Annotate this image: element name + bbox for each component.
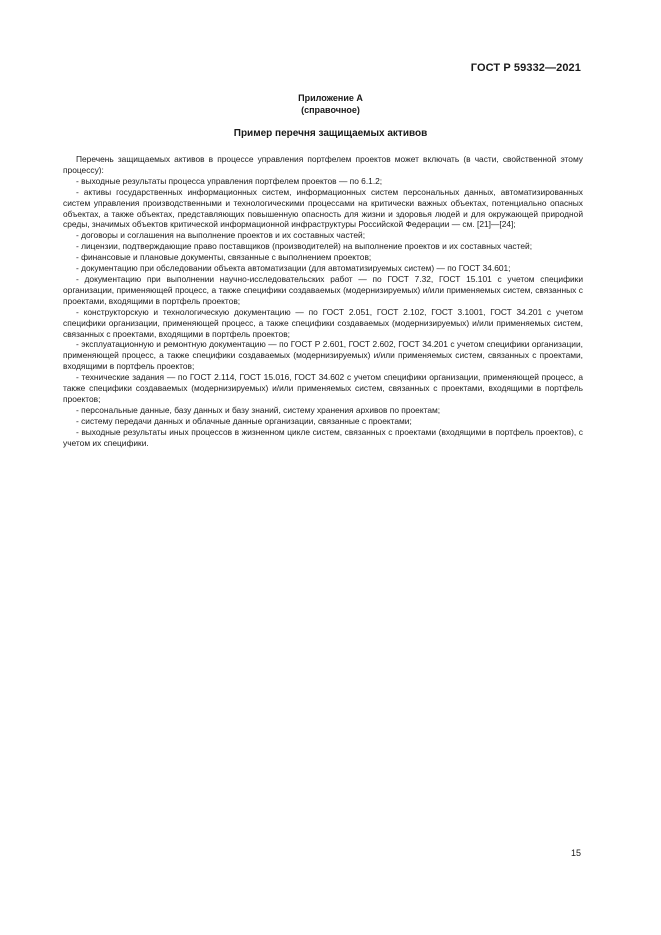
list-item: - технические задания — по ГОСТ 2.114, ГОСТ 15.016, ГОСТ 34.602 с учетом специфики организации, применяющей процесс, а также специфики создаваемых (модернизируемых) и/или применяемых систем, связанных с проектами, входящими в портфель проектов; — [63, 372, 583, 404]
list-item: - документацию при выполнении научно-исследовательских работ — по ГОСТ 7.32, ГОСТ 15.101 с учетом специфики организации, применяющей процесс, а также специфики создаваемых (модернизируемых) и/или применяемых систем, связанных с проектами, входящими в портфель проектов; — [63, 273, 583, 306]
page-number: 15 — [570, 848, 581, 858]
list-item: - лицензии, подтверждающие право поставщиков (производителей) на выполнение проектов и их составных частей; — [76, 241, 533, 252]
list-item: - договоры и соглашения на выполнение проектов и их составных частей; — [76, 230, 366, 241]
list-item: - выходные результаты процесса управления портфелем проектов — по 6.1.2; — [76, 175, 383, 186]
appendix-subtitle: (справочное) — [301, 105, 360, 115]
list-item: - эксплуатационную и ремонтную документацию — по ГОСТ Р 2.601, ГОСТ 2.602, ГОСТ 34.201 с учетом специфики организации, применяющей процесс, а также специфики создаваемых (модернизируемых) и/или применяемых систем, связанных с проектами, входящими в портфель проектов; — [63, 339, 583, 372]
section-title: Пример перечня защищаемых активов — [233, 128, 428, 139]
list-item: - документацию при обследовании объекта автоматизации (для автоматизируемых систем) — по ГОСТ 34.601; — [76, 263, 511, 274]
list-item: - финансовые и плановые документы, связанные с выполнением проектов; — [76, 252, 372, 263]
list-item: - конструкторскую и технологическую документацию — по ГОСТ 2.051, ГОСТ 2.102, ГОСТ 3.1001, ГОСТ 34.201 с учетом специфики организации, применяющей процесс, а также специфики создаваемых (модернизируемых) и/или применяемых систем, связанных с проектами, входящими в портфель проектов; — [63, 306, 583, 339]
appendix-heading — [0, 92, 661, 116]
list-item: - персональные данные, базу данных и базу знаний, систему хранения архивов по проектам; — [76, 404, 441, 415]
intro-paragraph: Перечень защищаемых активов в процессе управления портфелем проектов может включать (в части, свойственной этому процессу): — [63, 154, 583, 175]
list-item: - выходные результаты иных процессов в жизненном цикле систем, связанных с проектами (входящими в портфель проектов), с учетом их специфики. — [63, 426, 583, 448]
standard-designation: ГОСТ Р 59332—2021 — [470, 62, 581, 74]
list-item: - активы государственных информационных систем, информационных систем персональных данных, автоматизированных систем управления производственными и технологическими процессами на критически важных объектах, потенциально опасных объектах, а также объектах, представляющих повышенную опасность для жизни и здоровья людей и для окружающей природной среды, значимых объектов критической информационной инфраструктуры Российской Федерации — см. [21]—[24]; — [63, 186, 583, 230]
list-item: - систему передачи данных и облачные данные организации, связанные с проектами; — [76, 415, 412, 426]
appendix-title: Приложение А — [298, 93, 363, 103]
document-body — [63, 154, 583, 448]
